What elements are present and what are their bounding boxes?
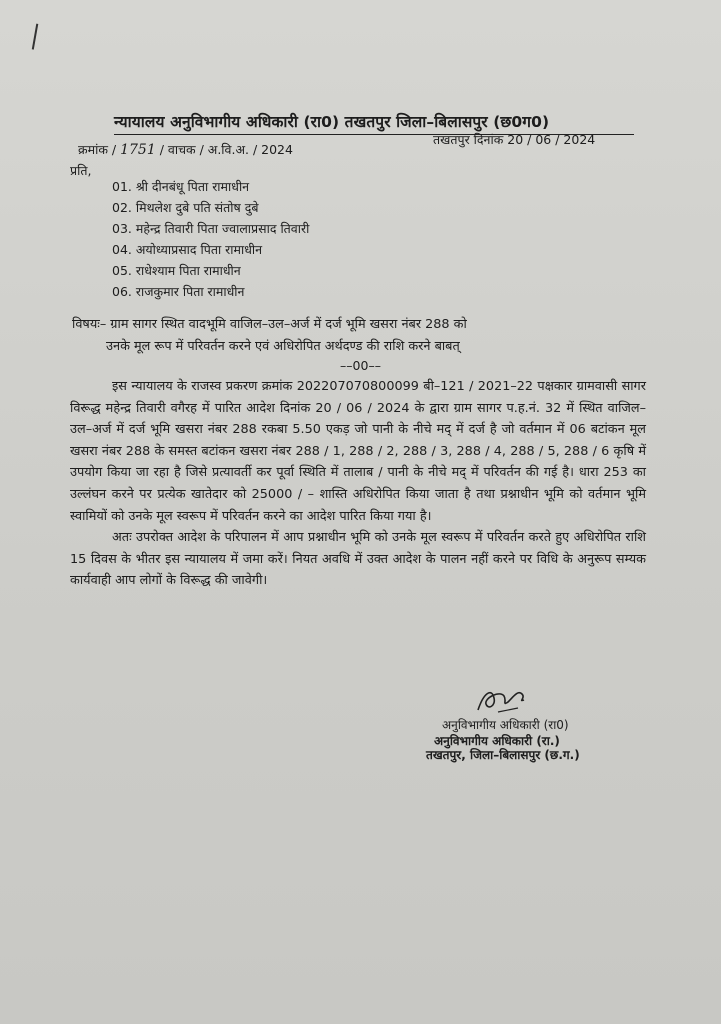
signature-scribble [474, 684, 534, 716]
ref-suffix: / वाचक / अ.वि.अ. / 2024 [159, 142, 293, 157]
reference-number [78, 141, 293, 158]
subject [72, 314, 632, 358]
subject-line-2: उनके मूल रूप में परिवर्तन करने एवं अधिरोपित अर्थदण्ड की राशि करने बाबत् [106, 339, 460, 354]
to-label: प्रति, [70, 163, 92, 178]
recipient-list [112, 176, 309, 302]
signature-stamp: अनुविभागीय अधिकारी (रा.) [434, 734, 560, 748]
office-heading: न्यायालय अनुविभागीय अधिकारी (रा0) तखतपुर जिला–बिलासपुर (छ0ग0) [114, 110, 634, 135]
letter-body [70, 376, 646, 592]
pen-mark [32, 24, 42, 51]
separator: ––00–– [340, 358, 381, 373]
ref-handwritten-number: 1751 [120, 142, 156, 158]
paragraph-2: अतः उपरोक्त आदेश के परिपालन में आप प्रश्नाधीन भूमि को उनके मूल स्वरूप में परिवर्तन करते हुए अधिरोपित राशि 15 दिवस के भीतर इस न्यायालय में जमा करें। नियत अवधि में उक्त आदेश के पालन नहीं करने पर विधि के अनुरूप सम्यक कार्यवाही आप लोगों के विरूद्ध की जावेगी। [70, 530, 646, 589]
recipient-item: 05. राधेश्याम पिता रामाधीन [112, 263, 241, 278]
recipient-item: 01. श्री दीनबंधू पिता रामाधीन [112, 179, 250, 194]
subject-line-1: विषयः– ग्राम सागर स्थित वादभूमि वाजिल–उल–अर्ज में दर्ज भूमि खसरा नंबर 288 को [72, 317, 467, 332]
paragraph-1: इस न्यायालय के राजस्व प्रकरण क्रमांक 202207070800099 बी–121 / 2021–22 पक्षकार ग्रामवासी सागर विरूद्ध महेन्द्र तिवारी वगैरह में पारित आदेश दिनांक 20 / 06 / 2024 के द्वारा ग्राम सागर प.ह.नं. 32 में स्थित वाजिल–उल–अर्ज में दर्ज भूमि खसरा नंबर 288 रकबा 5.50 एकड़ जो पानी के नीचे मद् में दर्ज है जो वर्तमान में 06 बटांकन मूल खसरा नंबर 288 के समस्त बटांकन खसरा नंबर 288 / 1, 288 / 2, 288 / 3, 288 / 4, 288 / 5, 288 / 6 कृषि में उपयोग किया जा रहा है जिसे प्रत्यावर्ती कर पूर्वा स्थिति में तालाब / पानी के नीचे मद् में परिवर्तन की गई है। धारा 253 का उल्लंघन करने पर प्रत्येक खातेदार को 25000 / – शास्ति अधिरोपित किया जाता है तथा प्रश्नाधीन भूमि को वर्तमान भूमि स्वामियों को उनके मूल स्वरूप में परिवर्तन करने का आदेश पारित किया गया है। [70, 379, 646, 524]
recipient-item: 06. राजकुमार पिता रामाधीन [112, 284, 245, 299]
signature-place: तखतपुर, जिला–बिलासपुर (छ.ग.) [426, 748, 580, 762]
letter-date: तखतपुर दिनांक 20 / 06 / 2024 [433, 132, 596, 147]
recipient-item: 03. महेन्द्र तिवारी पिता ज्वालाप्रसाद तिवारी [112, 221, 310, 236]
signature-designation: अनुविभागीय अधिकारी (रा0) [442, 718, 569, 732]
recipient-item: 02. मिथलेश दुबे पति संतोष दुबे [112, 200, 259, 215]
recipient-item: 04. अयोध्याप्रसाद पिता रामाधीन [112, 242, 263, 257]
ref-prefix: क्रमांक / [78, 142, 117, 157]
